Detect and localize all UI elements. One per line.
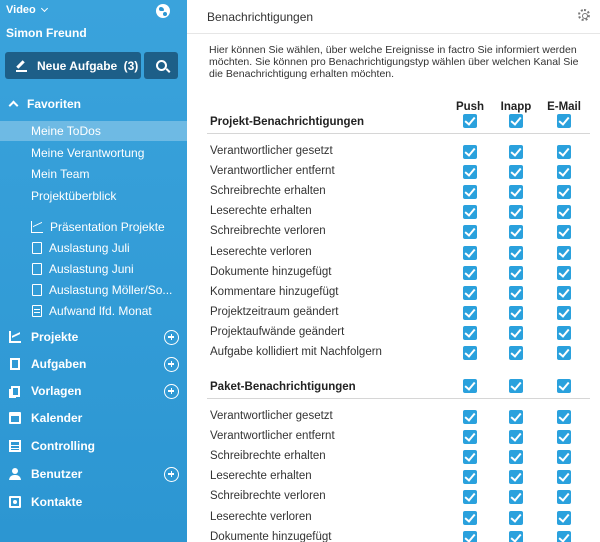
add-task-icon[interactable] — [164, 357, 179, 372]
push-checkbox[interactable] — [463, 430, 477, 444]
inapp-checkbox[interactable] — [509, 185, 523, 199]
gear-icon[interactable] — [578, 9, 590, 21]
group-email-checkbox[interactable] — [557, 379, 571, 393]
setting-label-leserechte-erhalten: Leserechte erhalten — [210, 470, 312, 483]
column-header-inapp: Inapp — [500, 101, 532, 113]
favorite-item-meine-todos[interactable] — [0, 121, 187, 141]
nav-label: Aufgaben — [31, 357, 87, 371]
group-push-checkbox[interactable] — [463, 114, 477, 128]
calendar-icon — [9, 412, 21, 424]
inapp-checkbox[interactable] — [509, 225, 523, 239]
email-checkbox[interactable] — [557, 450, 571, 464]
inapp-checkbox[interactable] — [509, 266, 523, 280]
nav-benutzer[interactable] — [0, 462, 187, 486]
inapp-checkbox[interactable] — [509, 165, 523, 179]
push-checkbox[interactable] — [463, 205, 477, 219]
setting-label-schreibrechte-verloren: Schreibrechte verloren — [210, 225, 326, 238]
email-checkbox[interactable] — [557, 286, 571, 300]
email-checkbox[interactable] — [557, 165, 571, 179]
chart-icon — [31, 221, 43, 233]
report-item[interactable] — [0, 238, 187, 258]
inapp-checkbox[interactable] — [509, 470, 523, 484]
push-checkbox[interactable] — [463, 346, 477, 360]
report-item[interactable] — [0, 217, 187, 237]
inapp-checkbox[interactable] — [509, 326, 523, 340]
group-title: Paket-Benachrichtigungen — [210, 381, 356, 393]
sidebar — [0, 0, 187, 542]
group-title: Projekt-Benachrichtigungen — [210, 116, 364, 128]
favorite-label: Projektüberblick — [31, 189, 117, 203]
divider — [187, 33, 600, 34]
document-icon — [10, 358, 20, 370]
report-label: Auslastung Juni — [49, 262, 134, 276]
new-task-button[interactable] — [5, 52, 141, 79]
favorite-label: Meine ToDos — [31, 124, 101, 138]
nav-vorlagen[interactable] — [0, 379, 187, 403]
push-checkbox[interactable] — [463, 410, 477, 424]
push-checkbox[interactable] — [463, 286, 477, 300]
globe-icon[interactable] — [156, 4, 170, 18]
nav-label: Kalender — [31, 411, 83, 425]
setting-label-verantwortlicher-gesetzt: Verantwortlicher gesetzt — [210, 145, 333, 157]
group-inapp-checkbox[interactable] — [509, 114, 523, 128]
group-divider — [207, 133, 590, 134]
push-checkbox[interactable] — [463, 145, 477, 159]
setting-label-projektzeitraum-ge-ndert: Projektzeitraum geändert — [210, 305, 339, 318]
group-divider — [207, 398, 590, 399]
inapp-checkbox[interactable] — [509, 246, 523, 260]
setting-label-schreibrechte-erhalten: Schreibrechte erhalten — [210, 185, 326, 198]
push-checkbox[interactable] — [463, 165, 477, 179]
report-label: Aufwand lfd. Monat — [49, 304, 152, 318]
add-template-icon[interactable] — [164, 384, 179, 399]
email-checkbox[interactable] — [557, 430, 571, 444]
email-checkbox[interactable] — [557, 410, 571, 424]
push-checkbox[interactable] — [463, 306, 477, 320]
push-checkbox[interactable] — [463, 246, 477, 260]
inapp-checkbox[interactable] — [509, 306, 523, 320]
column-header-push: Push — [455, 101, 485, 113]
email-checkbox[interactable] — [557, 225, 571, 239]
table-icon — [9, 440, 21, 452]
nav-kalender[interactable] — [0, 406, 187, 430]
setting-label-kommentare-hinzugef-gt: Kommentare hinzugefügt — [210, 285, 339, 298]
email-checkbox[interactable] — [557, 470, 571, 484]
setting-label-dokumente-hinzugef-gt: Dokumente hinzugefügt — [210, 530, 332, 542]
page-title: Benachrichtigungen — [207, 10, 314, 24]
inapp-checkbox[interactable] — [509, 430, 523, 444]
setting-label-verantwortlicher-entfernt: Verantwortlicher entfernt — [210, 165, 335, 178]
chevron-down-icon — [41, 5, 48, 12]
push-checkbox[interactable] — [463, 185, 477, 199]
inapp-checkbox[interactable] — [509, 531, 523, 542]
calculator-icon — [32, 305, 42, 317]
favorite-label: Meine Verantwortung — [31, 146, 145, 160]
group-push-checkbox[interactable] — [463, 379, 477, 393]
report-label: Präsentation Projekte — [50, 220, 165, 234]
add-project-icon[interactable] — [164, 330, 179, 345]
workspace-label: Video — [6, 4, 36, 16]
column-header-email: E-Mail — [547, 101, 581, 113]
report-label: Auslastung Möller/So... — [49, 283, 173, 297]
intro-text: Hier können Sie wählen, über welche Ereignisse in factro Sie informiert werden möchten. Sie können pro Benachrichtigungstyp wählen über welchen Kanal Sie die Benachrichtigung erhalten möchten. — [209, 44, 579, 80]
search-button[interactable] — [144, 52, 178, 79]
setting-label-leserechte-verloren: Leserechte verloren — [210, 510, 312, 523]
favorite-item-projektueberblick[interactable] — [0, 186, 187, 206]
inapp-checkbox[interactable] — [509, 286, 523, 300]
email-checkbox[interactable] — [557, 266, 571, 280]
setting-label-dokumente-hinzugef-gt: Dokumente hinzugefügt — [210, 265, 332, 278]
email-checkbox[interactable] — [557, 511, 571, 525]
chevron-up-icon — [9, 101, 19, 111]
email-checkbox[interactable] — [557, 306, 571, 320]
favorite-item-mein-team[interactable] — [0, 164, 187, 184]
nav-aufgaben[interactable] — [0, 352, 187, 376]
nav-controlling[interactable] — [0, 434, 187, 458]
setting-label-aufgabe-kollidiert-mit-nachfolgern: Aufgabe kollidiert mit Nachfolgern — [210, 346, 382, 358]
nav-kontakte[interactable] — [0, 490, 187, 514]
email-checkbox[interactable] — [557, 531, 571, 542]
push-checkbox[interactable] — [463, 326, 477, 340]
chart-icon — [9, 331, 21, 343]
setting-label-projektaufw-nde-ge-ndert: Projektaufwände geändert — [210, 325, 345, 338]
setting-label-verantwortlicher-gesetzt: Verantwortlicher gesetzt — [210, 410, 333, 422]
contact-icon — [9, 496, 21, 508]
inapp-checkbox[interactable] — [509, 205, 523, 219]
group-inapp-checkbox[interactable] — [509, 379, 523, 393]
user-name: Simon Freund — [6, 26, 87, 40]
setting-label-schreibrechte-verloren: Schreibrechte verloren — [210, 490, 326, 503]
push-checkbox[interactable] — [463, 450, 477, 464]
report-item[interactable] — [0, 301, 187, 321]
email-checkbox[interactable] — [557, 326, 571, 340]
inapp-checkbox[interactable] — [509, 410, 523, 424]
email-checkbox[interactable] — [557, 185, 571, 199]
email-checkbox[interactable] — [557, 246, 571, 260]
document-icon — [32, 263, 42, 275]
push-checkbox[interactable] — [463, 531, 477, 542]
report-item[interactable] — [0, 259, 187, 279]
main-panel — [187, 0, 600, 542]
new-task-count: (3) — [123, 58, 139, 73]
push-checkbox[interactable] — [463, 266, 477, 280]
copy-icon — [11, 386, 20, 397]
email-checkbox[interactable] — [557, 205, 571, 219]
favorites-header[interactable] — [10, 97, 81, 111]
report-item[interactable] — [0, 280, 187, 300]
setting-label-leserechte-erhalten: Leserechte erhalten — [210, 205, 312, 218]
email-checkbox[interactable] — [557, 490, 571, 504]
push-checkbox[interactable] — [463, 511, 477, 525]
pencil-icon — [16, 59, 29, 72]
push-checkbox[interactable] — [463, 470, 477, 484]
email-checkbox[interactable] — [557, 145, 571, 159]
nav-projekte[interactable] — [0, 325, 187, 349]
inapp-checkbox[interactable] — [509, 145, 523, 159]
inapp-checkbox[interactable] — [509, 450, 523, 464]
setting-label-verantwortlicher-entfernt: Verantwortlicher entfernt — [210, 430, 335, 443]
push-checkbox[interactable] — [463, 225, 477, 239]
inapp-checkbox[interactable] — [509, 511, 523, 525]
favorites-label: Favoriten — [27, 97, 82, 111]
document-icon — [32, 284, 42, 296]
setting-label-leserechte-verloren: Leserechte verloren — [210, 245, 312, 258]
workspace-selector[interactable] — [6, 4, 47, 16]
nav-label: Projekte — [31, 330, 79, 344]
nav-label: Vorlagen — [31, 384, 82, 398]
favorite-label: Mein Team — [31, 167, 90, 181]
nav-label: Kontakte — [31, 495, 83, 509]
new-task-label: Neue Aufgabe (3) — [37, 58, 139, 73]
report-label: Auslastung Juli — [49, 241, 130, 255]
setting-label-schreibrechte-erhalten: Schreibrechte erhalten — [210, 450, 326, 463]
email-checkbox[interactable] — [557, 346, 571, 360]
inapp-checkbox[interactable] — [509, 490, 523, 504]
search-icon — [156, 60, 167, 71]
users-icon — [9, 468, 21, 480]
push-checkbox[interactable] — [463, 490, 477, 504]
nav-label: Controlling — [31, 439, 95, 453]
add-user-icon[interactable] — [164, 467, 179, 482]
document-icon — [32, 242, 42, 254]
inapp-checkbox[interactable] — [509, 346, 523, 360]
group-email-checkbox[interactable] — [557, 114, 571, 128]
favorite-item-meine-verantwortung[interactable] — [0, 143, 187, 163]
nav-label: Benutzer — [31, 467, 83, 481]
